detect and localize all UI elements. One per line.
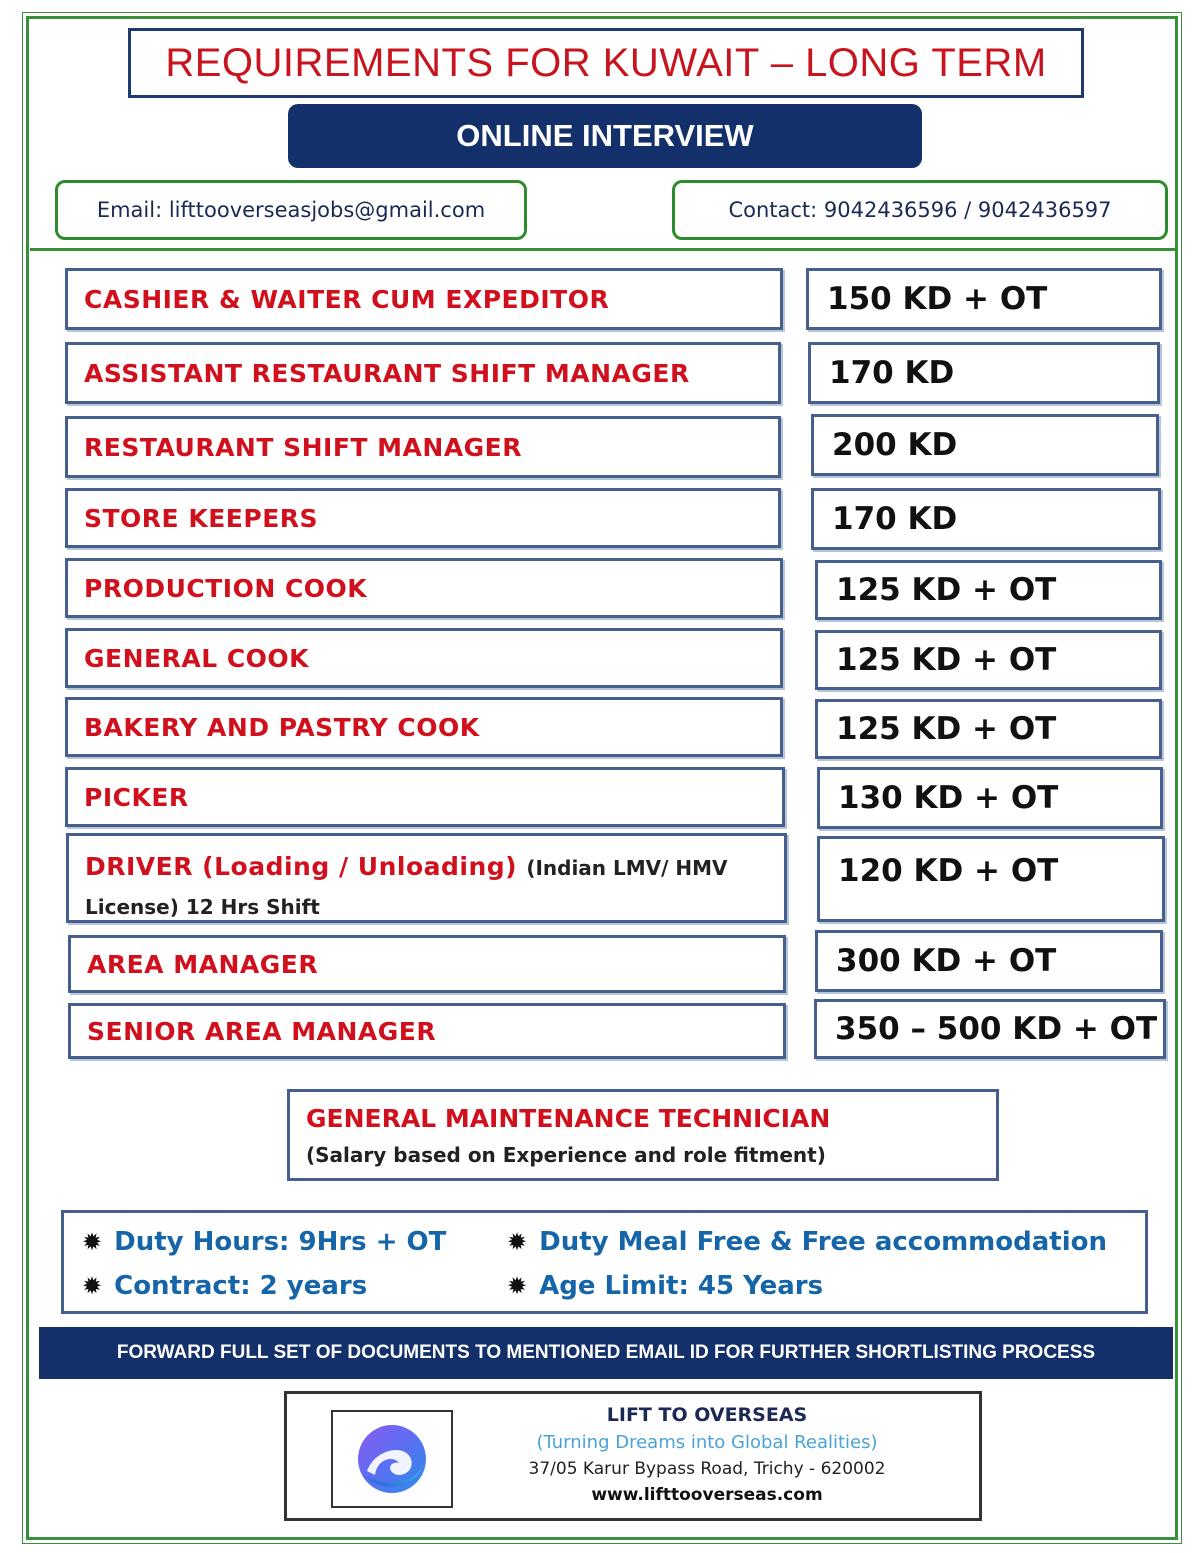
maintenance-title: GENERAL MAINTENANCE TECHNICIAN: [306, 1104, 831, 1133]
interview-label: ONLINE INTERVIEW: [456, 118, 754, 153]
job-title: GENERAL COOK: [84, 643, 310, 673]
job-title: CASHIER & WAITER CUM EXPEDITOR: [84, 284, 610, 314]
job-title-box: [65, 697, 783, 757]
job-title: ASSISTANT RESTAURANT SHIFT MANAGER: [84, 358, 690, 388]
salary-box: [806, 268, 1162, 330]
job-title-box: [65, 268, 783, 330]
salary-value: 150 KD + OT: [827, 281, 1048, 317]
burst-icon: ✹: [507, 1272, 528, 1300]
salary-value: 125 KD + OT: [836, 642, 1057, 678]
footer-text: [477, 1404, 937, 1505]
benefit-item: [507, 1227, 1107, 1257]
company-name: LIFT TO OVERSEAS: [606, 1404, 808, 1426]
maintenance-box: [287, 1089, 999, 1181]
salary-value: 350 – 500 KD + OT: [835, 1011, 1158, 1047]
salary-value: 170 KD: [829, 355, 955, 391]
job-title-box: [68, 1003, 786, 1059]
salary-box: [817, 836, 1165, 922]
salary-box: [815, 560, 1162, 620]
company-tagline: (Turning Dreams into Global Realities): [536, 1432, 878, 1453]
benefit-text: Contract: 2 years: [114, 1271, 368, 1301]
page-title-box: [128, 28, 1084, 98]
job-title-box: [65, 416, 781, 478]
salary-box: [811, 414, 1159, 476]
salary-box: [814, 999, 1166, 1059]
email-box: [55, 180, 527, 240]
job-title-box: [65, 488, 781, 548]
job-title: AREA MANAGER: [87, 949, 319, 979]
job-title-box-driver: [66, 833, 787, 923]
salary-value: 125 KD + OT: [836, 572, 1057, 608]
company-logo-icon: [349, 1419, 435, 1499]
benefit-item: [507, 1271, 823, 1301]
job-title: RESTAURANT SHIFT MANAGER: [84, 432, 523, 462]
job-title-box: [65, 558, 783, 618]
forward-banner: [39, 1327, 1173, 1379]
maintenance-note: (Salary based on Experience and role fitment): [306, 1143, 826, 1167]
salary-value: 130 KD + OT: [838, 780, 1059, 816]
salary-value: 125 KD + OT: [836, 711, 1057, 747]
contact-text: Contact: 9042436596 / 9042436597: [728, 198, 1112, 222]
company-address: 37/05 Karur Bypass Road, Trichy - 620002: [528, 1459, 886, 1479]
job-title: SENIOR AREA MANAGER: [87, 1016, 437, 1046]
page-title: REQUIREMENTS FOR KUWAIT – LONG TERM: [165, 40, 1047, 85]
header-divider: [30, 248, 1178, 251]
burst-icon: ✹: [82, 1228, 103, 1256]
salary-box: [817, 767, 1163, 829]
job-title: PICKER: [84, 782, 189, 812]
company-website: www.lifttooverseas.com: [591, 1485, 823, 1505]
salary-box: [815, 630, 1162, 690]
logo-frame: [331, 1410, 453, 1508]
salary-box: [811, 488, 1161, 550]
salary-box: [808, 342, 1160, 404]
job-title: DRIVER (Loading / Unloading): [85, 852, 518, 881]
job-title-box: [68, 935, 786, 993]
job-title: PRODUCTION COOK: [84, 573, 368, 603]
salary-value: 170 KD: [832, 501, 958, 537]
burst-icon: ✹: [82, 1272, 103, 1300]
salary-value: 120 KD + OT: [838, 853, 1059, 889]
salary-value: 300 KD + OT: [836, 943, 1057, 979]
company-footer: [284, 1391, 982, 1521]
burst-icon: ✹: [507, 1228, 528, 1256]
salary-box: [815, 699, 1162, 759]
salary-box: [815, 930, 1163, 992]
job-title: STORE KEEPERS: [84, 503, 319, 533]
benefit-text: Duty Meal Free & Free accommodation: [539, 1227, 1107, 1257]
benefit-item: [82, 1271, 367, 1301]
benefit-item: [82, 1227, 446, 1257]
benefit-text: Age Limit: 45 Years: [539, 1271, 824, 1301]
job-title-box: [65, 628, 783, 688]
job-title-box: [65, 767, 785, 827]
benefits-box: [61, 1210, 1148, 1314]
job-title: BAKERY AND PASTRY COOK: [84, 712, 480, 742]
salary-value: 200 KD: [832, 427, 958, 463]
contact-box: [672, 180, 1168, 240]
job-detail: (Indian LMV/ HMV License) 12 Hrs Shift: [85, 856, 728, 919]
email-text: Email: lifttooverseasjobs@gmail.com: [96, 198, 486, 222]
benefit-text: Duty Hours: 9Hrs + OT: [114, 1227, 447, 1257]
forward-text: FORWARD FULL SET OF DOCUMENTS TO MENTIONED EMAIL ID FOR FURTHER SHORTLISTING PROCESS: [116, 1342, 1096, 1363]
interview-banner: [288, 104, 922, 168]
job-title-box: [65, 342, 781, 404]
